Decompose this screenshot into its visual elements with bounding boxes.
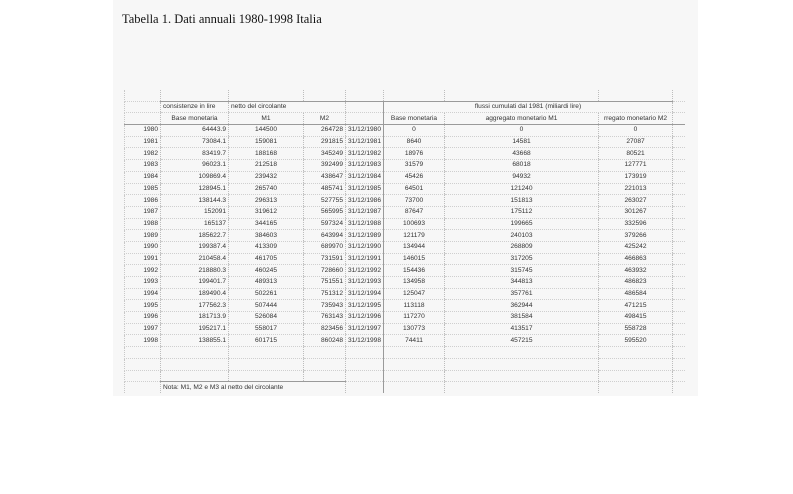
year-cell: 1995 [125, 300, 161, 312]
flussi-base-cell: 134958 [384, 277, 445, 289]
date-cell: 31/12/1982 [346, 148, 384, 160]
flussi-m2-cell: 301267 [599, 206, 673, 218]
flussi-base-cell: 31579 [384, 160, 445, 172]
base-monetaria-cell: 181713.9 [161, 312, 229, 324]
flussi-base-cell: 0 [384, 125, 445, 137]
flussi-m2-cell: 332596 [599, 218, 673, 230]
flussi-m2-cell: 471215 [599, 300, 673, 312]
base-monetaria-cell: 210458.4 [161, 253, 229, 265]
table-row [125, 195, 685, 207]
flussi-base-cell: 146015 [384, 253, 445, 265]
blank-cell [673, 253, 685, 265]
base-monetaria-cell: 199387.4 [161, 241, 229, 253]
base-monetaria-cell: 138855.1 [161, 335, 229, 347]
flussi-m2-cell: 486823 [599, 277, 673, 289]
year-cell: 1990 [125, 241, 161, 253]
blank-cell [673, 148, 685, 160]
year-cell: 1985 [125, 183, 161, 195]
year-cell: 1992 [125, 265, 161, 277]
flussi-base-cell: 8640 [384, 136, 445, 148]
m1-cell: 601715 [229, 335, 304, 347]
flussi-m1-cell: 317205 [445, 253, 599, 265]
date-cell: 31/12/1994 [346, 288, 384, 300]
m1-cell: 188168 [229, 148, 304, 160]
flussi-m2-cell: 173919 [599, 171, 673, 183]
blank-cell [673, 277, 685, 289]
base-monetaria-cell: 73084.1 [161, 136, 229, 148]
m1-cell: 239432 [229, 171, 304, 183]
col-m2: M2 [304, 113, 346, 125]
base-monetaria-cell: 195217.1 [161, 323, 229, 335]
flussi-m2-cell: 486584 [599, 288, 673, 300]
col-aggregato-m2: rregato monetario M2 [599, 113, 673, 125]
blank-cell [673, 230, 685, 242]
flussi-base-cell: 130773 [384, 323, 445, 335]
flussi-base-cell: 113118 [384, 300, 445, 312]
base-monetaria-cell: 199401.7 [161, 277, 229, 289]
date-cell: 31/12/1991 [346, 253, 384, 265]
flussi-m1-cell: 175112 [445, 206, 599, 218]
flussi-base-cell: 73700 [384, 195, 445, 207]
blank-cell [673, 171, 685, 183]
date-cell: 31/12/1980 [346, 125, 384, 137]
flussi-base-cell: 18976 [384, 148, 445, 160]
table-row [125, 277, 685, 289]
m1-cell: 413309 [229, 241, 304, 253]
date-cell: 31/12/1981 [346, 136, 384, 148]
table-row [125, 230, 685, 242]
date-cell: 31/12/1997 [346, 323, 384, 335]
flussi-m1-cell: 151813 [445, 195, 599, 207]
blank-cell [673, 206, 685, 218]
flussi-m2-cell: 221013 [599, 183, 673, 195]
m1-cell: 159081 [229, 136, 304, 148]
header-row-top [125, 101, 685, 113]
m2-cell: 264728 [304, 125, 346, 137]
m2-cell: 728660 [304, 265, 346, 277]
blank-cell [673, 125, 685, 137]
m2-cell: 485741 [304, 183, 346, 195]
blank-cell [673, 312, 685, 324]
blank-cell [673, 136, 685, 148]
flussi-m1-cell: 199665 [445, 218, 599, 230]
blank-row [125, 90, 685, 101]
flussi-m1-cell: 381584 [445, 312, 599, 324]
header-netto-circolante: netto del circolante [229, 101, 346, 113]
table-row [125, 183, 685, 195]
flussi-m1-cell: 240103 [445, 230, 599, 242]
blank-row [125, 347, 685, 359]
date-cell: 31/12/1998 [346, 335, 384, 347]
flussi-m1-cell: 268809 [445, 241, 599, 253]
base-monetaria-cell: 218880.3 [161, 265, 229, 277]
m1-cell: 526084 [229, 312, 304, 324]
flussi-base-cell: 154436 [384, 265, 445, 277]
header-row [125, 113, 685, 125]
m1-cell: 265740 [229, 183, 304, 195]
base-monetaria-cell: 96023.1 [161, 160, 229, 172]
table-row [125, 335, 685, 347]
m1-cell: 558017 [229, 323, 304, 335]
year-cell: 1993 [125, 277, 161, 289]
flussi-m1-cell: 14581 [445, 136, 599, 148]
date-cell: 31/12/1987 [346, 206, 384, 218]
m2-cell: 527755 [304, 195, 346, 207]
date-cell: 31/12/1984 [346, 171, 384, 183]
m1-cell: 212518 [229, 160, 304, 172]
col-flussi-base: Base monetaria [384, 113, 445, 125]
flussi-m2-cell: 127771 [599, 160, 673, 172]
flussi-m2-cell: 80521 [599, 148, 673, 160]
m1-cell: 144500 [229, 125, 304, 137]
flussi-m1-cell: 362944 [445, 300, 599, 312]
table-row [125, 125, 685, 137]
year-cell: 1986 [125, 195, 161, 207]
base-monetaria-cell: 152091 [161, 206, 229, 218]
m2-cell: 438647 [304, 171, 346, 183]
table-row [125, 265, 685, 277]
flussi-m1-cell: 344813 [445, 277, 599, 289]
flussi-base-cell: 117270 [384, 312, 445, 324]
year-cell: 1980 [125, 125, 161, 137]
base-monetaria-cell: 177562.3 [161, 300, 229, 312]
m1-cell: 319612 [229, 206, 304, 218]
date-cell: 31/12/1985 [346, 183, 384, 195]
date-cell: 31/12/1988 [346, 218, 384, 230]
flussi-m2-cell: 379266 [599, 230, 673, 242]
flussi-m2-cell: 463932 [599, 265, 673, 277]
base-monetaria-cell: 128945.1 [161, 183, 229, 195]
base-monetaria-cell: 138144.3 [161, 195, 229, 207]
table-row [125, 171, 685, 183]
blank-cell [673, 265, 685, 277]
m1-cell: 507444 [229, 300, 304, 312]
blank-row [125, 358, 685, 370]
flussi-m1-cell: 315745 [445, 265, 599, 277]
blank-cell [673, 160, 685, 172]
blank-cell [673, 241, 685, 253]
year-cell: 1997 [125, 323, 161, 335]
flussi-base-cell: 64501 [384, 183, 445, 195]
date-cell: 31/12/1992 [346, 265, 384, 277]
table-row [125, 160, 685, 172]
note-row [125, 382, 685, 393]
flussi-m2-cell: 498415 [599, 312, 673, 324]
flussi-base-cell: 134944 [384, 241, 445, 253]
m2-cell: 731591 [304, 253, 346, 265]
flussi-m1-cell: 68018 [445, 160, 599, 172]
m1-cell: 460245 [229, 265, 304, 277]
data-table [124, 90, 685, 393]
m1-cell: 461705 [229, 253, 304, 265]
year-cell: 1984 [125, 171, 161, 183]
m2-cell: 735943 [304, 300, 346, 312]
flussi-m1-cell: 0 [445, 125, 599, 137]
year-cell: 1982 [125, 148, 161, 160]
blank-cell [673, 288, 685, 300]
base-monetaria-cell: 109869.4 [161, 171, 229, 183]
blank-cell [673, 195, 685, 207]
table-row [125, 136, 685, 148]
flussi-m2-cell: 425242 [599, 241, 673, 253]
date-cell: 31/12/1983 [346, 160, 384, 172]
flussi-m2-cell: 263027 [599, 195, 673, 207]
year-cell: 1987 [125, 206, 161, 218]
m2-cell: 763143 [304, 312, 346, 324]
date-cell: 31/12/1990 [346, 241, 384, 253]
blank-row [125, 370, 685, 382]
flussi-m2-cell: 595520 [599, 335, 673, 347]
year-cell: 1983 [125, 160, 161, 172]
blank-cell [673, 300, 685, 312]
flussi-base-cell: 121179 [384, 230, 445, 242]
base-monetaria-cell: 165137 [161, 218, 229, 230]
table-row [125, 206, 685, 218]
m1-cell: 489313 [229, 277, 304, 289]
header-consistenze: consistenze in lire [161, 101, 229, 113]
page-title: Tabella 1. Dati annuali 1980-1998 Italia [122, 12, 322, 26]
m2-cell: 751551 [304, 277, 346, 289]
base-monetaria-cell: 83419.7 [161, 148, 229, 160]
table-row [125, 148, 685, 160]
col-m1: M1 [229, 113, 304, 125]
m2-cell: 565995 [304, 206, 346, 218]
date-cell: 31/12/1989 [346, 230, 384, 242]
flussi-m1-cell: 457215 [445, 335, 599, 347]
flussi-m2-cell: 466863 [599, 253, 673, 265]
year-cell: 1989 [125, 230, 161, 242]
flussi-base-cell: 74411 [384, 335, 445, 347]
flussi-m1-cell: 121240 [445, 183, 599, 195]
m1-cell: 344165 [229, 218, 304, 230]
m2-cell: 823456 [304, 323, 346, 335]
m2-cell: 345249 [304, 148, 346, 160]
m2-cell: 751312 [304, 288, 346, 300]
m2-cell: 392499 [304, 160, 346, 172]
m1-cell: 384603 [229, 230, 304, 242]
base-monetaria-cell: 189490.4 [161, 288, 229, 300]
flussi-m2-cell: 0 [599, 125, 673, 137]
base-monetaria-cell: 185622.7 [161, 230, 229, 242]
m2-cell: 860248 [304, 335, 346, 347]
m1-cell: 296313 [229, 195, 304, 207]
col-base-monetaria: Base monetaria [161, 113, 229, 125]
date-cell: 31/12/1995 [346, 300, 384, 312]
table-row [125, 253, 685, 265]
table-row [125, 241, 685, 253]
blank-cell [673, 335, 685, 347]
flussi-m1-cell: 357761 [445, 288, 599, 300]
year-cell: 1988 [125, 218, 161, 230]
table-row [125, 323, 685, 335]
blank-cell [673, 218, 685, 230]
m2-cell: 597324 [304, 218, 346, 230]
year-cell: 1998 [125, 335, 161, 347]
date-cell: 31/12/1993 [346, 277, 384, 289]
table-row [125, 288, 685, 300]
flussi-base-cell: 125047 [384, 288, 445, 300]
m1-cell: 502261 [229, 288, 304, 300]
blank-cell [673, 183, 685, 195]
year-cell: 1991 [125, 253, 161, 265]
table-row [125, 218, 685, 230]
col-aggregato-m1: aggregato monetario M1 [445, 113, 599, 125]
base-monetaria-cell: 64443.9 [161, 125, 229, 137]
flussi-m2-cell: 27087 [599, 136, 673, 148]
m2-cell: 291815 [304, 136, 346, 148]
header-flussi-cumulati: flussi cumulati dal 1981 (miliardi lire) [384, 101, 673, 113]
blank-cell [673, 323, 685, 335]
flussi-base-cell: 87647 [384, 206, 445, 218]
year-cell: 1996 [125, 312, 161, 324]
date-cell: 31/12/1996 [346, 312, 384, 324]
table-row [125, 300, 685, 312]
flussi-m2-cell: 558728 [599, 323, 673, 335]
date-cell: 31/12/1986 [346, 195, 384, 207]
flussi-m1-cell: 43668 [445, 148, 599, 160]
table-row [125, 312, 685, 324]
year-cell: 1994 [125, 288, 161, 300]
flussi-base-cell: 100693 [384, 218, 445, 230]
flussi-m1-cell: 413517 [445, 323, 599, 335]
m2-cell: 689970 [304, 241, 346, 253]
flussi-base-cell: 45426 [384, 171, 445, 183]
m2-cell: 643994 [304, 230, 346, 242]
year-cell: 1981 [125, 136, 161, 148]
flussi-m1-cell: 94932 [445, 171, 599, 183]
table-note: Nota: M1, M2 e M3 al netto del circolante [161, 382, 346, 393]
